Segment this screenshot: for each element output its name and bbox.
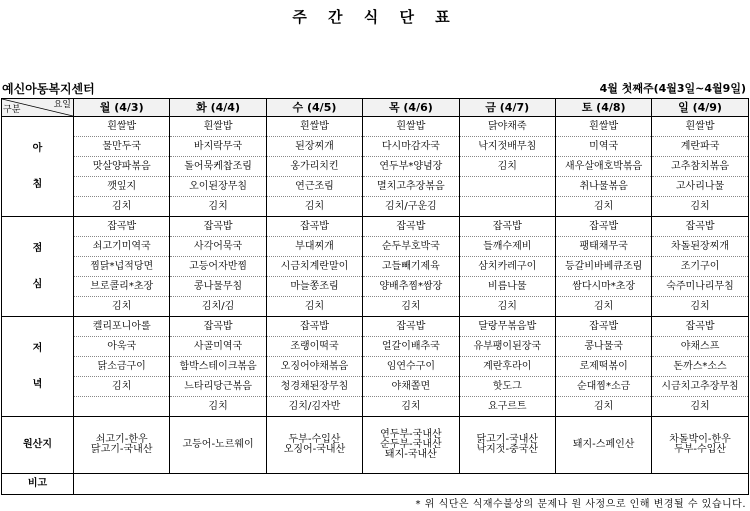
dish-cell: 맛살양파볶음: [74, 157, 170, 177]
dish-cell: 아욱국: [74, 337, 170, 357]
dish-cell: 김치: [74, 377, 170, 397]
meal-row: [2, 317, 749, 337]
dish-cell: 김치: [459, 297, 555, 317]
dish-cell: 달랑무볶음밥: [459, 317, 555, 337]
dish-cell: 요구르트: [459, 397, 555, 417]
footnote: * 위 식단은 식재수불상의 문제나 원 사정으로 인해 변경될 수 있습니다.: [415, 499, 746, 510]
meal-row: [2, 137, 749, 157]
day-header: 금 (4/7): [459, 99, 555, 117]
day-header: 수 (4/5): [266, 99, 362, 117]
meal-row: [2, 357, 749, 377]
dish-cell: 낙지젓배무침: [459, 137, 555, 157]
dish-cell: 취나물볶음: [555, 177, 651, 197]
dish-cell: 고들빼기제육: [363, 257, 459, 277]
dish-cell: 유부팽이된장국: [459, 337, 555, 357]
corner-label-day: 요일: [53, 100, 71, 110]
dish-cell: 얼갈이배추국: [363, 337, 459, 357]
dish-cell: 잡곡밥: [555, 217, 651, 237]
meal-row: [2, 117, 749, 137]
dish-cell: 잡곡밥: [363, 317, 459, 337]
dish-cell: 핫도그: [459, 377, 555, 397]
dish-cell: 잡곡밥: [555, 317, 651, 337]
meal-row: [2, 217, 749, 237]
meal-row: [2, 237, 749, 257]
dish-cell: 양배추찜*쌈장: [363, 277, 459, 297]
dish-cell: 등갈비바베큐조림: [555, 257, 651, 277]
dish-cell: 비름나물: [459, 277, 555, 297]
origin-entry: 닭고기-국내산: [90, 444, 153, 455]
dish-cell: 흰쌀밥: [74, 117, 170, 137]
origin-cell: [555, 417, 651, 474]
dish-cell: 김치: [652, 197, 748, 217]
origin-entry: 돼지-국내산: [384, 449, 437, 460]
dish-cell: 바지락무국: [170, 137, 266, 157]
dish-cell: 김치: [555, 297, 651, 317]
dish-cell: 숙주미나리무침: [652, 277, 748, 297]
dish-cell: 김치: [170, 397, 266, 417]
origin-entry: 닭고기-국내산: [476, 434, 539, 445]
day-header: 화 (4/4): [170, 99, 266, 117]
dish-cell: [74, 397, 170, 417]
meal-row: [2, 157, 749, 177]
dish-cell: 김치: [652, 397, 748, 417]
dish-cell: 계란파국: [652, 137, 748, 157]
dish-cell: 김치: [170, 197, 266, 217]
dish-cell: 김치/구운김: [363, 197, 459, 217]
meal-label-char: 침: [32, 178, 43, 190]
dish-cell: 켈리포니아롤: [74, 317, 170, 337]
dish-cell: 김치: [74, 197, 170, 217]
dish-cell: 김치: [363, 397, 459, 417]
meal-row: [2, 397, 749, 417]
dish-cell: 잡곡밥: [266, 217, 362, 237]
dish-cell: 차돌된장찌개: [652, 237, 748, 257]
origin-entry: 연두부-국내산: [380, 429, 442, 440]
dish-cell: 잡곡밥: [74, 217, 170, 237]
dish-cell: 잡곡밥: [363, 217, 459, 237]
dish-cell: 느타리당근볶음: [170, 377, 266, 397]
dish-cell: 잡곡밥: [170, 217, 266, 237]
dish-cell: 물만두국: [74, 137, 170, 157]
dish-cell: 시금치계란말이: [266, 257, 362, 277]
note-cell: [74, 474, 749, 495]
origin-entry: 오징어-국내산: [283, 444, 346, 455]
dish-cell: 사각어묵국: [170, 237, 266, 257]
dish-cell: 김치: [652, 297, 748, 317]
origin-entry: 고등어-노르웨이: [182, 439, 254, 450]
origin-entry: 낙지젓-중국산: [476, 444, 539, 455]
dish-cell: 흰쌀밥: [363, 117, 459, 137]
dish-cell: 브로콜리*초장: [74, 277, 170, 297]
dish-cell: 김치/김: [170, 297, 266, 317]
page-title: 주 간 식 단 표: [292, 8, 458, 26]
origin-cell: [363, 417, 459, 474]
dish-cell: 마늘쫑조림: [266, 277, 362, 297]
dish-cell: 깻잎지: [74, 177, 170, 197]
note-row: [2, 474, 749, 495]
dish-cell: 함박스테이크볶음: [170, 357, 266, 377]
dish-cell: 시금치고추장무침: [652, 377, 748, 397]
origin-label: 원산지: [2, 417, 74, 474]
dish-cell: 연두부*양념장: [363, 157, 459, 177]
dish-cell: 김치: [266, 297, 362, 317]
meal-label-char: 점: [32, 242, 43, 254]
dish-cell: 흰쌀밥: [266, 117, 362, 137]
dish-cell: 흰쌀밥: [170, 117, 266, 137]
origin-row: [2, 417, 749, 474]
dish-cell: 김치: [555, 197, 651, 217]
dish-cell: 조기구이: [652, 257, 748, 277]
meal-row: [2, 197, 749, 217]
dish-cell: 잡곡밥: [652, 317, 748, 337]
dish-cell: 쌈다시마*초장: [555, 277, 651, 297]
dish-cell: 고등어자반찜: [170, 257, 266, 277]
dish-cell: 흰쌀밥: [652, 117, 748, 137]
day-header: 목 (4/6): [363, 99, 459, 117]
meal-label-char: 심: [32, 278, 43, 290]
dish-cell: 흰쌀밥: [555, 117, 651, 137]
dish-cell: 순대찜*소금: [555, 377, 651, 397]
week-range: 4월 첫째주(4월3일~4월9일): [599, 82, 746, 95]
dish-cell: 콩나물무침: [170, 277, 266, 297]
meal-row: [2, 377, 749, 397]
dish-cell: 삼치카레구이: [459, 257, 555, 277]
dish-cell: 야채스프: [652, 337, 748, 357]
dish-cell: 김치: [266, 197, 362, 217]
dish-cell: 닭야채죽: [459, 117, 555, 137]
origin-entry: 돼지-스페인산: [572, 439, 635, 450]
dish-cell: 부대찌개: [266, 237, 362, 257]
header-row: [2, 99, 749, 117]
dish-cell: 다시마감자국: [363, 137, 459, 157]
corner-header: [2, 99, 74, 117]
meal-label: [2, 117, 74, 217]
meal-row: [2, 297, 749, 317]
dish-cell: 김치: [459, 157, 555, 177]
note-label: 비고: [2, 474, 74, 495]
meal-label: [2, 217, 74, 317]
dish-cell: 잡곡밥: [459, 217, 555, 237]
dish-cell: 멸치고추장볶음: [363, 177, 459, 197]
day-header: 토 (4/8): [555, 99, 651, 117]
dish-cell: 김치: [74, 297, 170, 317]
dish-cell: 돌어묵케찹조림: [170, 157, 266, 177]
dish-cell: 김치: [555, 397, 651, 417]
dish-cell: 콩나물국: [555, 337, 651, 357]
origin-cell: [170, 417, 266, 474]
dish-cell: 오징어야채볶음: [266, 357, 362, 377]
origin-cell: [74, 417, 170, 474]
dish-cell: 야채쫄면: [363, 377, 459, 397]
dish-cell: 고사리나물: [652, 177, 748, 197]
origin-entry: 두부-수입산: [674, 444, 726, 455]
dish-cell: 고추참치볶음: [652, 157, 748, 177]
meal-row: [2, 277, 749, 297]
meal-row: [2, 257, 749, 277]
dish-cell: 로제떡볶이: [555, 357, 651, 377]
dish-cell: 새우살애호박볶음: [555, 157, 651, 177]
day-header: 일 (4/9): [652, 99, 748, 117]
corner-label-category: 구분: [3, 105, 21, 115]
dish-cell: 사골미역국: [170, 337, 266, 357]
dish-cell: 오이된장무침: [170, 177, 266, 197]
dish-cell: 돈까스*소스: [652, 357, 748, 377]
origin-cell: [459, 417, 555, 474]
dish-cell: 순두부호박국: [363, 237, 459, 257]
dish-cell: 잡곡밥: [170, 317, 266, 337]
meal-row: [2, 337, 749, 357]
dish-cell: 닭소금구이: [74, 357, 170, 377]
meal-row: [2, 177, 749, 197]
organization-name: 예신아동복지센터: [2, 82, 95, 96]
origin-cell: [652, 417, 748, 474]
origin-entry: 순두부-국내산: [380, 439, 442, 450]
dish-cell: [459, 177, 555, 197]
day-header: 월 (4/3): [74, 99, 170, 117]
dish-cell: 김치/김자반: [266, 397, 362, 417]
dish-cell: 찜닭*넙적당면: [74, 257, 170, 277]
dish-cell: 조랭이떡국: [266, 337, 362, 357]
meal-label-char: 저: [32, 342, 43, 354]
meal-label-char: 아: [32, 142, 43, 154]
dish-cell: 잡곡밥: [652, 217, 748, 237]
meal-label: [2, 317, 74, 417]
origin-cell: [266, 417, 362, 474]
menu-table: [1, 98, 749, 495]
dish-cell: 쇠고기미역국: [74, 237, 170, 257]
meal-label-char: 녁: [32, 378, 43, 390]
dish-cell: 옹가리치킨: [266, 157, 362, 177]
dish-cell: 임연수구이: [363, 357, 459, 377]
origin-entry: 쇠고기-한우: [95, 434, 148, 445]
dish-cell: 계란후라이: [459, 357, 555, 377]
dish-cell: 청경채된장무침: [266, 377, 362, 397]
dish-cell: 김치: [363, 297, 459, 317]
origin-entry: 차돌박이-한우: [669, 434, 731, 445]
dish-cell: 들깨수제비: [459, 237, 555, 257]
dish-cell: 된장찌개: [266, 137, 362, 157]
dish-cell: 잡곡밥: [266, 317, 362, 337]
dish-cell: 연근조림: [266, 177, 362, 197]
origin-entry: 두부-수입산: [288, 434, 341, 445]
dish-cell: 팽태채무국: [555, 237, 651, 257]
dish-cell: 미역국: [555, 137, 651, 157]
dish-cell: [459, 197, 555, 217]
